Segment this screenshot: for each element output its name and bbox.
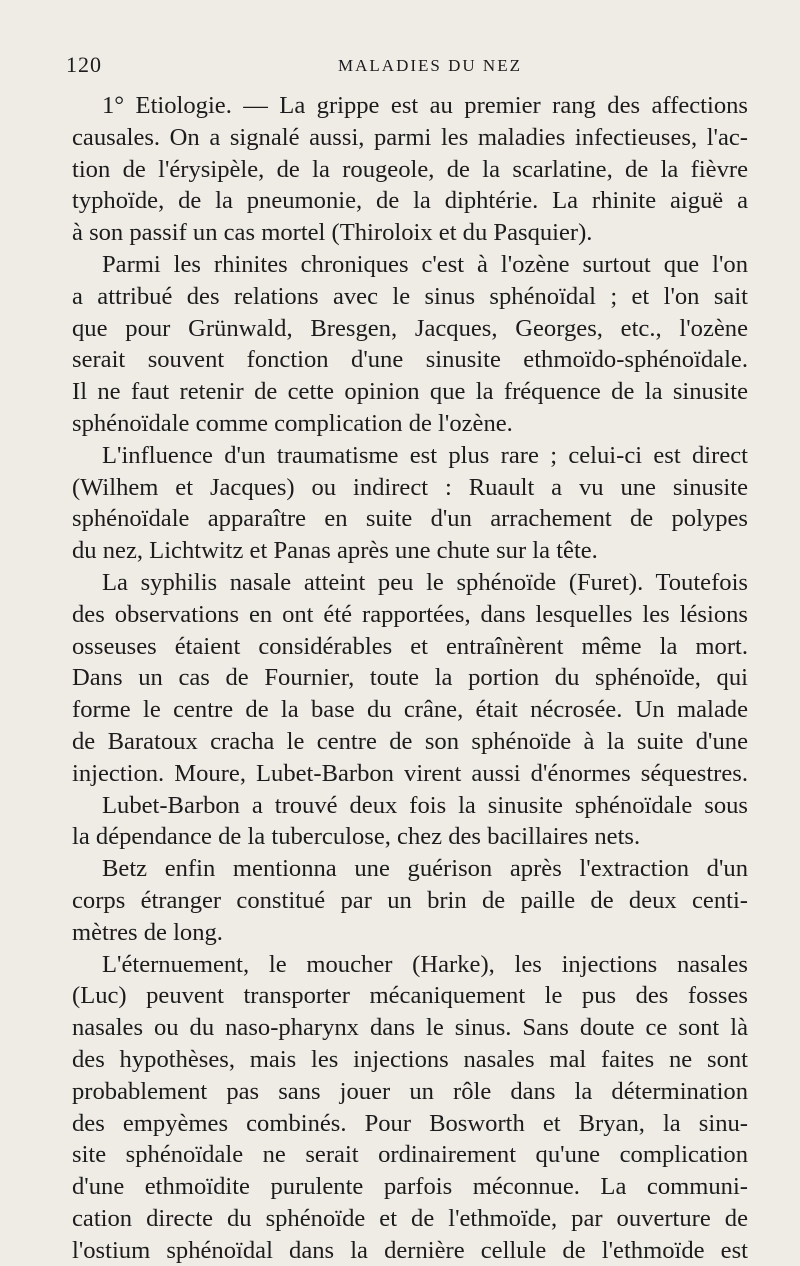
text-line: Parmi les rhinites chroniques c'est à l'ozène surtout que l'on: [102, 250, 748, 278]
text-line: a attribué des relations avec le sinus sphénoïdal ; et l'on sait: [72, 282, 748, 310]
text-line: 1° Etiologie. — La grippe est au premier rang des affections: [102, 92, 748, 119]
text-line: injection. Moure, Lubet-Barbon virent aussi d'énormes séquestres.: [72, 759, 748, 787]
text-line: site sphénoïdale ne serait ordinairement qu'une complication: [72, 1141, 748, 1169]
text-line: du nez, Lichtwitz et Panas après une chute sur la tête.: [72, 537, 598, 565]
text-line: nasales ou du naso-pharynx dans le sinus. Sans doute ce sont là: [72, 1014, 748, 1042]
text-line: (Wilhem et Jacques) ou indirect : Ruault a vu une sinusite: [72, 473, 748, 501]
body-text: [72, 90, 748, 1266]
text-line: des hypothèses, mais les injections nasales mal faites ne sont: [72, 1045, 748, 1073]
text-line: Il ne faut retenir de cette opinion que la fréquence de la sinusite: [72, 378, 748, 406]
text-line: (Luc) peuvent transporter mécaniquement le pus des fosses: [72, 982, 748, 1010]
text-line: osseuses étaient considérables et entraînèrent même la mort.: [72, 632, 748, 660]
text-line: d'une ethmoïdite purulente parfois méconnue. La communi-: [72, 1173, 748, 1201]
text-line: La syphilis nasale atteint peu le sphénoïde (Furet). Toutefois: [102, 568, 748, 596]
text-line: sphénoïdale comme complication de l'ozène.: [72, 409, 513, 437]
text-line: corps étranger constitué par un brin de paille de deux centi-: [72, 886, 748, 914]
text-line: forme le centre de la base du crâne, était nécrosée. Un malade: [72, 696, 748, 724]
text-line: que pour Grünwald, Bresgen, Jacques, Georges, etc., l'ozène: [72, 314, 748, 342]
text-line: cation directe du sphénoïde et de l'ethmoïde, par ouverture de: [72, 1204, 748, 1232]
text-line: des observations en ont été rapportées, dans lesquelles les lésions: [72, 600, 748, 628]
text-line: typhoïde, de la pneumonie, de la diphtérie. La rhinite aiguë a: [72, 187, 748, 215]
text-line: L'influence d'un traumatisme est plus rare ; celui-ci est direct: [102, 441, 748, 469]
text-line: des empyèmes combinés. Pour Bosworth et Bryan, la sinu-: [72, 1109, 748, 1137]
text-line: causales. On a signalé aussi, parmi les maladies infectieuses, l'ac-: [72, 123, 748, 151]
text-line: la dépendance de la tuberculose, chez des bacillaires nets.: [72, 823, 641, 851]
text-line: Betz enfin mentionna une guérison après l'extraction d'un: [102, 855, 748, 883]
running-head: [66, 48, 748, 84]
text-line: serait souvent fonction d'une sinusite ethmoïdo-sphénoïdale.: [72, 346, 748, 374]
running-title: MALADIES DU NEZ: [338, 56, 522, 75]
text-line: Lubet-Barbon a trouvé deux fois la sinusite sphénoïdale sous: [102, 791, 748, 819]
text-line: mètres de long.: [72, 918, 223, 946]
text-line: tion de l'érysipèle, de la rougeole, de la scarlatine, de la fièvre: [72, 155, 748, 183]
text-line: de Baratoux cracha le centre de son sphénoïde à la suite d'une: [72, 727, 748, 755]
text-line: Dans un cas de Fournier, toute la portion du sphénoïde, qui: [72, 664, 748, 692]
text-line: L'éternuement, le moucher (Harke), les injections nasales: [102, 950, 748, 978]
text-line: probablement pas sans jouer un rôle dans la détermination: [72, 1077, 748, 1105]
text-line: l'ostium sphénoïdal dans la dernière cellule de l'ethmoïde est: [72, 1236, 748, 1264]
text-line: à son passif un cas mortel (Thiroloix et du Pasquier).: [72, 219, 593, 247]
page-number: 120: [66, 52, 102, 77]
text-line: sphénoïdale apparaître en suite d'un arrachement de polypes: [72, 505, 748, 533]
